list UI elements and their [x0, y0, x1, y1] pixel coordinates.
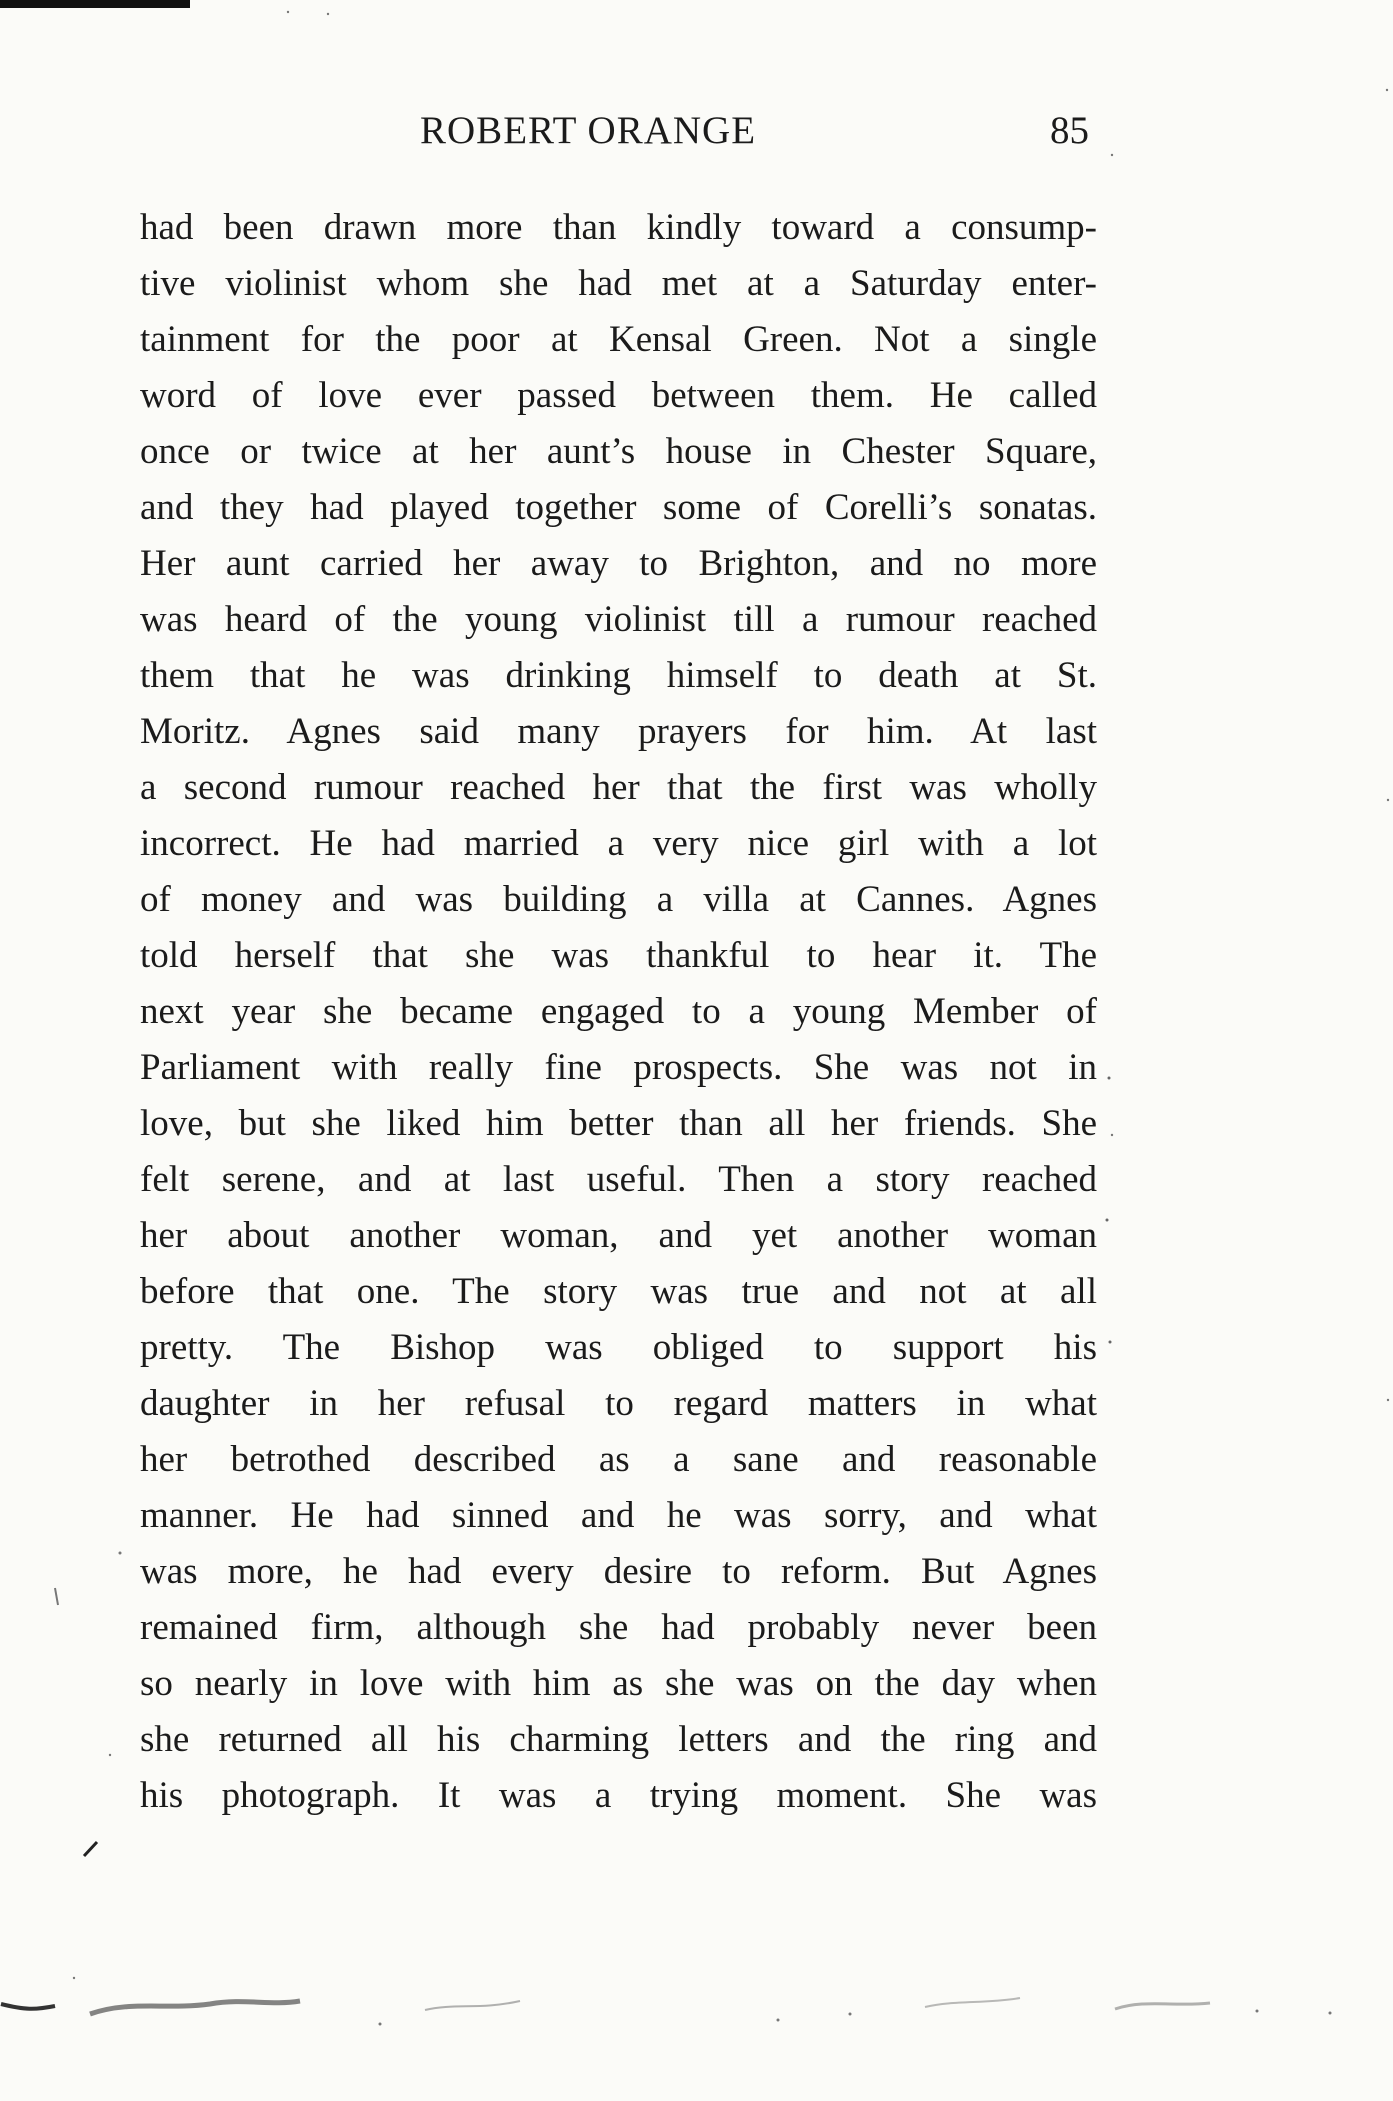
- text-line: word of love ever passed between them. He called: [140, 375, 1097, 416]
- body-text: [140, 200, 1097, 1824]
- text-line: had been drawn more than kindly toward a consump-: [140, 207, 1097, 248]
- text-line: tainment for the poor at Kensal Green. Not a single: [140, 319, 1097, 360]
- text-line: of money and was building a villa at Cannes. Agnes: [140, 879, 1097, 920]
- speck: [1329, 2012, 1332, 2015]
- text-line: and they had played together some of Corelli’s sonatas.: [140, 487, 1097, 528]
- speck: [379, 2023, 382, 2026]
- text-line: pretty. The Bishop was obliged to support his: [140, 1327, 1097, 1368]
- running-title: ROBERT ORANGE: [420, 109, 757, 152]
- speck: [1108, 1077, 1111, 1080]
- speck: [287, 11, 289, 13]
- text-line: love, but she liked him better than all her friends. She: [140, 1103, 1097, 1144]
- page-number: 85: [1050, 109, 1089, 152]
- speck: [1386, 89, 1388, 91]
- text-line: manner. He had sinned and he was sorry, and what: [140, 1495, 1097, 1536]
- speck: [1109, 1341, 1112, 1344]
- speck: [1387, 799, 1389, 801]
- text-line: her about another woman, and yet another woman: [140, 1215, 1097, 1256]
- text-line: told herself that she was thankful to hear it. The: [140, 935, 1097, 976]
- speck: [777, 2019, 780, 2022]
- text-line: incorrect. He had married a very nice girl with a lot: [140, 823, 1097, 864]
- text-line: was heard of the young violinist till a rumour reached: [140, 599, 1097, 640]
- text-line: before that one. The story was true and not at all: [140, 1271, 1097, 1312]
- ink-smudge: [925, 1998, 1020, 2007]
- text-line: her betrothed described as a sane and reasonable: [140, 1439, 1097, 1480]
- ink-mark: [55, 1588, 58, 1605]
- text-line: his photograph. It was a trying moment. She was: [140, 1775, 1097, 1816]
- ink-smudge: [425, 2001, 520, 2010]
- text-line: a second rumour reached her that the first was wholly: [140, 767, 1097, 808]
- text-line: so nearly in love with him as she was on the day when: [140, 1663, 1097, 1704]
- speck: [327, 13, 329, 15]
- running-head: [140, 108, 1100, 168]
- speck: [119, 1552, 122, 1555]
- speck: [1106, 1219, 1109, 1222]
- speck: [849, 2013, 852, 2016]
- speck: [109, 1754, 111, 1756]
- text-line: Her aunt carried her away to Brighton, and no more: [140, 543, 1097, 584]
- text-line: remained firm, although she had probably never been: [140, 1607, 1097, 1648]
- scan-edge-rule: [0, 0, 190, 8]
- text-line: she returned all his charming letters and the ring and: [140, 1719, 1097, 1760]
- ink-smudge: [90, 2001, 300, 2014]
- speck: [1111, 154, 1113, 156]
- text-line: felt serene, and at last useful. Then a story reached: [140, 1159, 1097, 1200]
- text-line: was more, he had every desire to reform. But Agnes: [140, 1551, 1097, 1592]
- speck: [1111, 1134, 1113, 1136]
- ink-smudge: [1115, 2003, 1210, 2009]
- text-line: daughter in her refusal to regard matters in what: [140, 1383, 1097, 1424]
- ink-smudge: [1, 2004, 55, 2009]
- text-line: next year she became engaged to a young Member of: [140, 991, 1097, 1032]
- speck: [73, 1977, 75, 1979]
- speck: [1387, 1399, 1389, 1401]
- text-line: Moritz. Agnes said many prayers for him. At last: [140, 711, 1097, 752]
- text-line: Parliament with really fine prospects. She was not in: [140, 1047, 1097, 1088]
- text-line: once or twice at her aunt’s house in Chester Square,: [140, 431, 1097, 472]
- ink-mark: [84, 1842, 97, 1856]
- speck: [1256, 2010, 1259, 2013]
- text-line: them that he was drinking himself to death at St.: [140, 655, 1097, 696]
- text-line: tive violinist whom she had met at a Saturday enter-: [140, 263, 1097, 304]
